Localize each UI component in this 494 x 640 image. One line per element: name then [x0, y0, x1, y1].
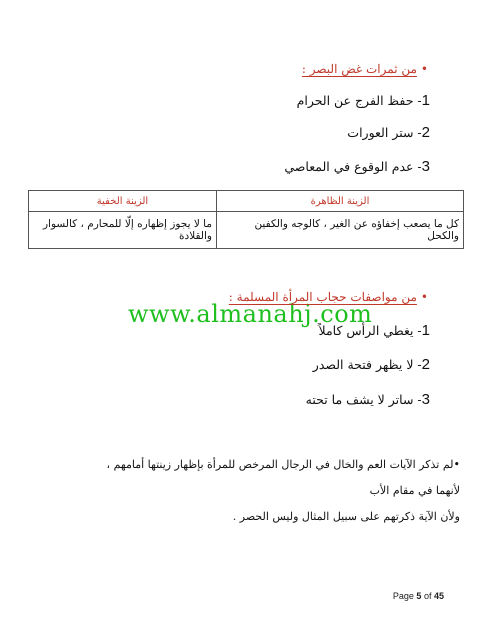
section2-heading: •من مواصفات حجاب المرأة المسلمة : [228, 290, 428, 304]
table-row [29, 212, 464, 249]
section1-item-2: 2- ستر العورات [347, 124, 430, 141]
section1-item-3: 3- عدم الوقوع في المعاصي [284, 158, 430, 175]
bullet-icon: • [420, 290, 428, 304]
watermark: www.almanahj.com [128, 300, 373, 328]
table-cell-hidden: ما لا يجوز إظهاره إلّا للمحارم ، كالسوار والقلادة [29, 212, 217, 249]
bullet-icon: • [420, 62, 428, 76]
note-paragraph [80, 452, 460, 530]
note-line-2: ولأن الآية ذكرتهم على سبيل المثال وليس الحصر . [232, 510, 460, 523]
page-number: Page 5 of 45 [392, 591, 444, 601]
bullet-icon: • [453, 458, 460, 471]
note-line-1: •لم تذكر الآيات العم والخال في الرجال المرخص للمرأة بإظهار زينتها أمامهم ، لأنهما في مقام الأب [106, 458, 460, 497]
table-header-apparent: الزينة الظاهرة [217, 191, 464, 212]
table-header-row [29, 191, 464, 212]
section2-item-1: 1- يغطي الرأس كاملاً [318, 322, 430, 339]
zina-table [28, 190, 464, 249]
section1-item-1: 1- حفظ الفرج عن الحرام [296, 92, 430, 109]
section1-heading: •من ثمرات غض البصر : [301, 62, 428, 76]
table-cell-apparent: كل ما يصعب إخفاؤه عن الغير ، كالوجه والكفين والكحل [217, 212, 464, 249]
section2-item-2: 2- لا يظهر فتحة الصدر [312, 356, 430, 373]
table-header-hidden: الزينة الخفية [29, 191, 217, 212]
section2-item-3: 3- ساتر لا يشف ما تحته [305, 391, 430, 408]
